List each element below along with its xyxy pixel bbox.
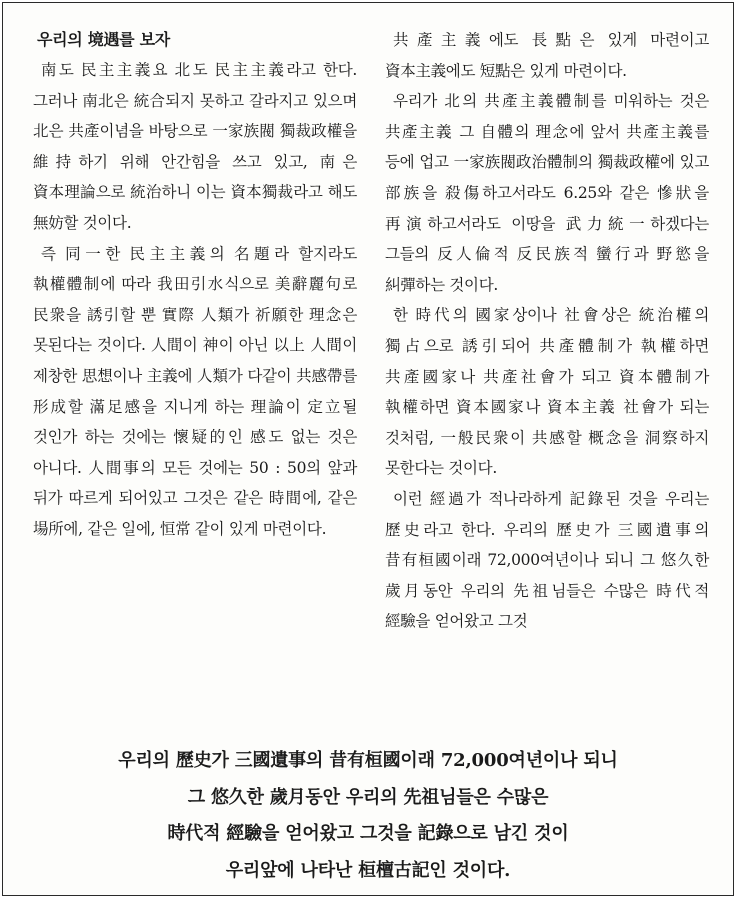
- pull-quote: [3, 743, 733, 889]
- quote-line: 時代적 經驗을 얻어왔고 그것을 記錄으로 남긴 것이: [167, 823, 569, 844]
- paragraph: 즉 同一한 民主主義의 名題라 할지라도 執權體制에 따라 我田引水식으로 美辭麗句로 民衆을 誘引할 뿐 實際 人類가 祈願한 理念은 못된다는 것이다. 人間이 神이 아닌 以上 人間이 제창한 思想이나 主義에 人類가 다같이 共感帶를 形成할 滿足感을 지니게 하는 理論이 定立될 것인가 하는 것에는 懷疑的인 感도 없는 것은 아니다. 人間事의 모든 것에는 50 : 50의 앞과 뒤가 따르게 되어있고 그것은 같은 時間에, 같은 場所에, 같은 일에, 恒常 같이 있게 마련이다.: [33, 244, 357, 538]
- paragraph: 共產主義에도 長點은 있게 마련이고 資本主義에도 短點은 있게 마련이다.: [385, 31, 709, 80]
- paragraph: 南도 民主主義요 北도 民主主義라고 한다. 그러나 南北은 統合되지 못하고 갈라지고 있으며 北은 共產이념을 바탕으로 一家族閥 獨裁政權을 維持하기 위해 안간힘을 쓰고 있고, 南은 資本理論으로 統治하니 이는 資本獨裁라고 해도 無妨할 것이다.: [33, 61, 357, 232]
- right-column: [385, 25, 709, 637]
- document-page: [2, 2, 734, 896]
- paragraph: 이런 經過가 적나라하게 記錄된 것을 우리는 歷史라고 한다. 우리의 歷史가 三國遺事의 昔有桓國이래 72,000여년이나 되니 그 悠久한 歲月동안 우리의 先祖님들은 수많은 時代적 經驗을 얻어왔고 그것: [385, 489, 709, 631]
- quote-line: 그 悠久한 歲月동안 우리의 先祖님들은 수많은: [187, 786, 549, 808]
- section-heading: 우리의 境遇를 보자: [37, 30, 170, 49]
- quote-line: 우리의 歷史가 三國遺事의 昔有桓國이래 72,000여년이나 되니: [118, 750, 618, 771]
- paragraph: 한 時代의 國家상이나 社會상은 統治權의 獨占으로 誘引되어 共產體制가 執權하면 共產國家나 共產社會가 되고 資本體制가 執權하면 資本國家나 資本主義 社會가 되는 것처럼, 一般民衆이 共感할 概念을 洞察하지 못한다는 것이다.: [385, 306, 709, 478]
- paragraph: 우리가 北의 共產主義體制를 미워하는 것은 共產主義 그 自體의 理念에 앞서 共產主義를 등에 업고 一家族閥政治體制의 獨裁政權에 있고 部族을 殺傷하고서라도 6.25와 같은 慘狀을 再演하고서라도 이땅을 武力統一하겠다는 그들의 反人倫적 反民族적 蠻行과 野慾을 糾彈하는 것이다.: [385, 92, 709, 294]
- article-body: [3, 25, 733, 675]
- quote-line: 우리앞에 나타난 桓檀古記인 것이다.: [225, 859, 511, 881]
- left-column: [33, 25, 357, 545]
